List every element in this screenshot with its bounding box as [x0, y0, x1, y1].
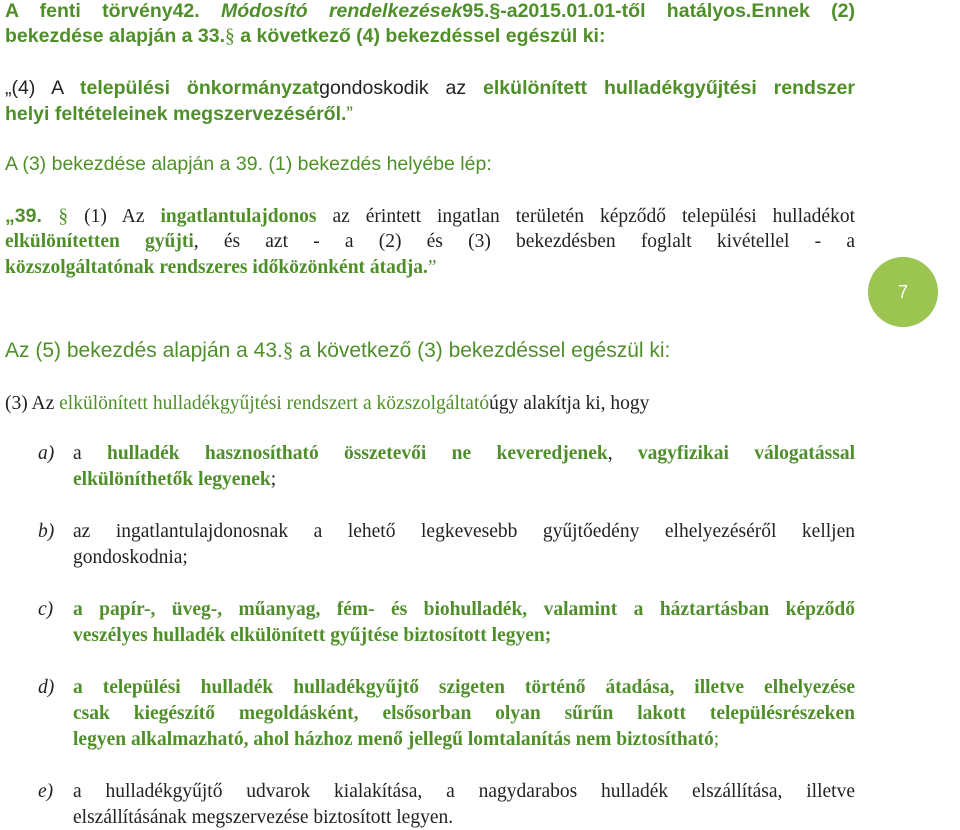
header-line-1-text-c: 95.§-a2015.01.01-től hatályos.Ennek (2) [462, 0, 855, 22]
item-a-highlight-1: hulladék hasznosítható összetevői ne keveredjenek [106, 443, 608, 464]
item-a-line-2 [73, 469, 855, 491]
item-e-line-2: elszállításának megszervezése biztosított legyen. [73, 807, 454, 828]
item-a-prefix: a [73, 443, 107, 464]
item-a-line-1 [73, 443, 855, 465]
page-number-badge: 7 [868, 257, 938, 327]
item-a-highlight-2: vagyfizikai válogatással [637, 443, 855, 464]
item-d-highlight: legyen alkalmazható, ahol házhoz menő jellegű lomtalanítás nem biztosítható [73, 729, 714, 750]
item-b-line-2: gondoskodnia; [73, 547, 188, 568]
para-a3: A (3) bekezdése alapján a 39. (1) bekezdés helyébe lép: [5, 153, 492, 175]
header-line-1-text-b: Módosító rendelkezések [221, 0, 463, 22]
para-39-line-1 [5, 205, 855, 228]
para-3-prefix: (3) Az [5, 393, 60, 414]
para-39-highlight-3: közszolgáltatónak rendszeres időközönként átadja. [5, 257, 428, 278]
para-39-number: „39. [5, 205, 59, 227]
header-line-1-text-a: A fenti törvény42. [5, 0, 221, 22]
heading-43-text-c: a következő (3) bekezdéssel egészül ki: [293, 339, 671, 362]
para-39-line-3 [5, 257, 437, 279]
heading-43-text-a: Az (5) bekezdés alapján a 43. [5, 339, 283, 362]
quote-4-highlight-2: elkülönített hulladékgyűjtési rendszer [483, 77, 855, 99]
para-39-rest-2: , és azt - a (2) és (3) bekezdésben foglalt kivétellel - a [193, 231, 855, 252]
item-a-highlight-3: elkülöníthetők legyenek [73, 469, 271, 490]
item-a-label: a) [38, 443, 55, 464]
para-39-section-sign: § [58, 206, 69, 227]
item-d-label: d) [38, 677, 55, 698]
para-39-close-quote: ” [427, 257, 437, 278]
para-39-rest: az érintett ingatlan területén képződő települési hulladékot [316, 206, 855, 227]
quote-4-prefix: „(4) A [5, 77, 81, 99]
item-d-semicolon: ; [713, 729, 720, 750]
item-a-semicolon: ; [270, 469, 277, 490]
item-d-line-1: a települési hulladék hulladékgyűjtő szigeten történő átadása, illetve elhelyezése [73, 677, 855, 698]
item-e-label: e) [38, 781, 54, 802]
heading-43-section-sign: § [282, 338, 294, 362]
header-line-2-text-a: bekezdése alapján a 33. [5, 25, 226, 47]
quote-4-line-2 [5, 103, 353, 126]
quote-4-highlight-1: települési önkormányzat [80, 77, 320, 99]
heading-43 [5, 338, 670, 363]
item-b-label: b) [38, 521, 55, 542]
para-3-highlight: elkülönített hulladékgyűjtési rendszert a közszolgáltató [59, 393, 490, 414]
header-line-2 [5, 25, 605, 48]
item-d-line-3 [73, 729, 855, 751]
quote-4-mid: gondoskodik az [319, 77, 484, 99]
item-e-line-1: a hulladékgyűjtő udvarok kialakítása, a nagydarabos hulladék elszállítása, illetve [73, 781, 855, 802]
para-39-highlight-2: elkülönítetten gyűjti [5, 231, 194, 252]
section-sign: § [225, 26, 235, 47]
item-c-label: c) [38, 599, 54, 620]
quote-4-close-quote: ” [346, 103, 353, 125]
item-a-comma: , [607, 443, 638, 464]
para-39-highlight: ingatlantulajdonos [160, 206, 317, 227]
quote-4-highlight-3: helyi feltételeinek megszervezéséről. [5, 103, 347, 125]
header-line-1 [5, 0, 855, 23]
item-c-line-2: veszélyes hulladék elkülönített gyűjtése biztosított legyen; [73, 625, 552, 646]
quote-4-line-1 [5, 77, 855, 100]
item-c-line-1: a papír-, üveg-, műanyag, fém- és biohulladék, valamint a háztartásban képződő [73, 599, 855, 620]
item-d-line-2: csak kiegészítő megoldásként, elsősorban olyan sűrűn lakott településrészeken [73, 703, 855, 724]
para-3-rest: úgy alakítja ki, hogy [489, 393, 650, 414]
para-3 [5, 393, 649, 415]
para-39-mid: (1) Az [68, 206, 161, 227]
header-line-2-text-c: a következő (4) bekezdéssel egészül ki: [234, 25, 606, 47]
para-39-line-2 [5, 231, 855, 253]
item-b-line-1: az ingatlantulajdonosnak a lehető legkevesebb gyűjtőedény elhelyezéséről kelljen [73, 521, 855, 542]
